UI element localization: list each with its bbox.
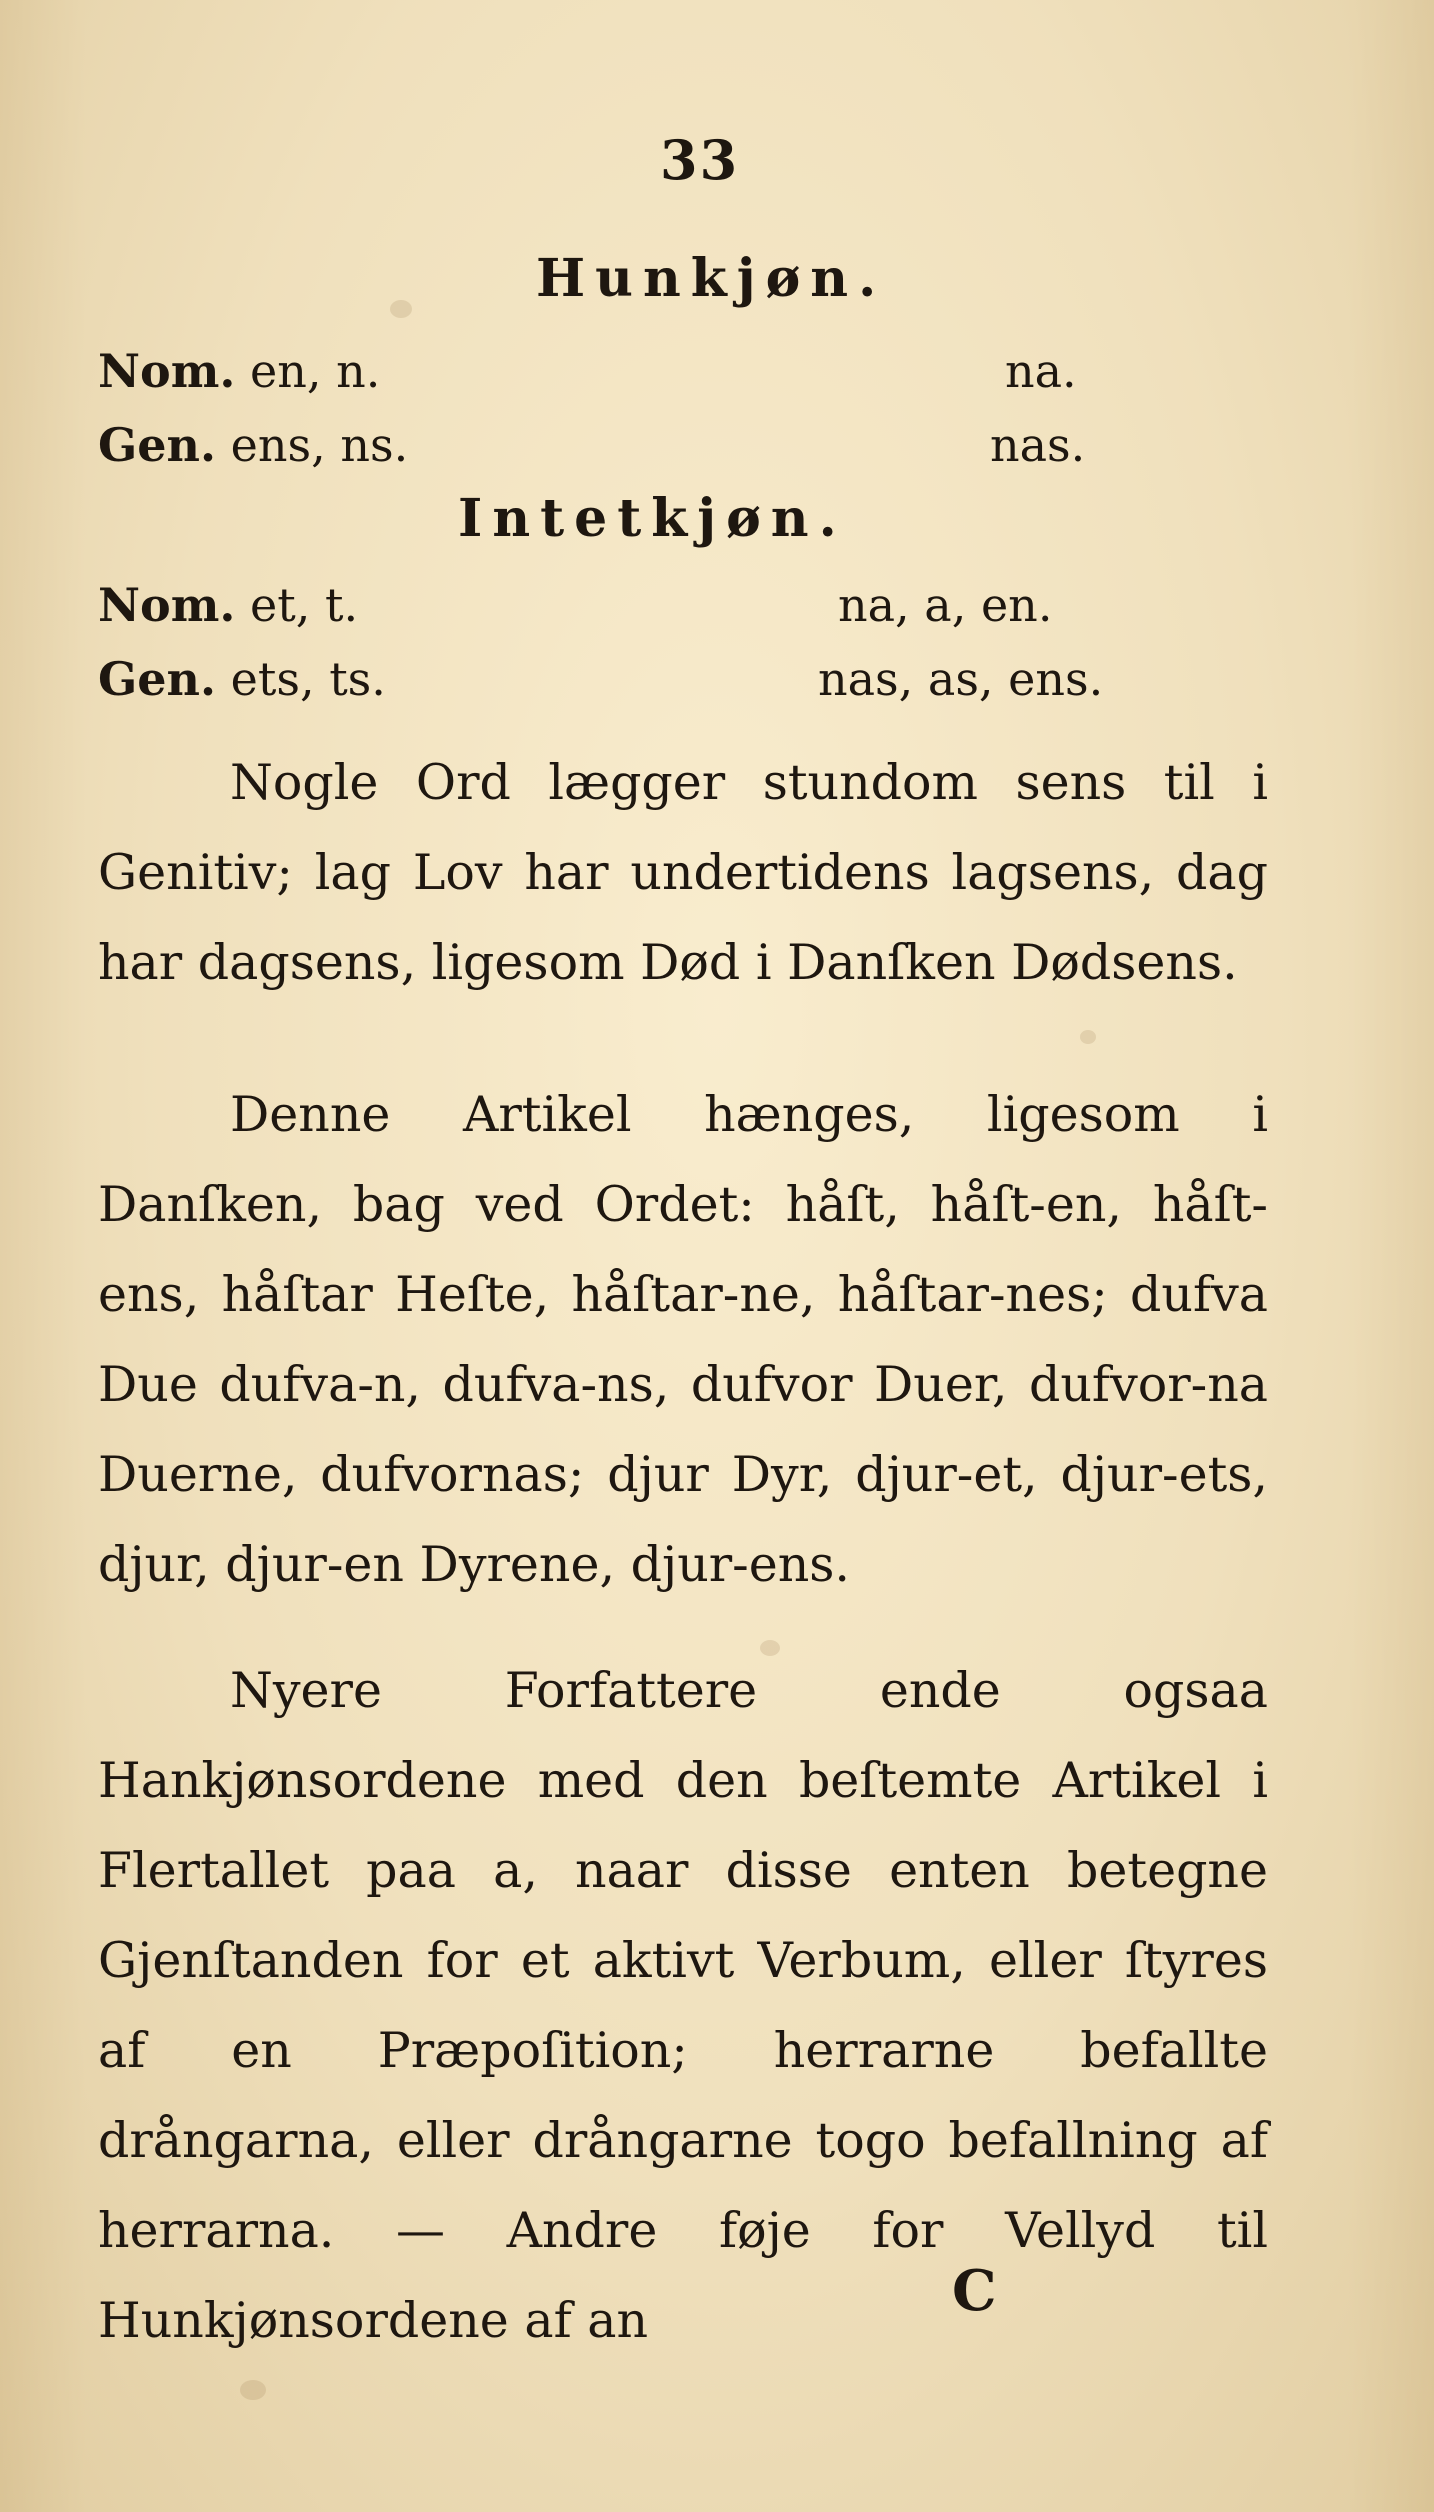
plural-ending: na. [1005,344,1077,398]
case-label: Gen. [98,418,217,472]
paradigm-row [98,344,380,398]
paradigm-row [98,418,408,472]
foxing-spot [240,2380,266,2400]
plural-ending: nas. [990,418,1086,472]
plural-ending: na, a, en. [838,578,1053,632]
singular-ending: ens, ns. [230,418,409,472]
paragraph-plural-article: Nyere Forfattere ende ogsaa Hankjønsordene med den beſtemte Artikel i Flertallet paa a, naar disse enten betegne Gjenſtanden for et aktivt Verbum, eller ſtyres af en Præpoſition; herrarne befallte drångarna, eller drångarne togo befallning af herrarna. — Andre føje for Vellyd til Hunkjønsordene af an [98,1662,1268,2349]
case-label: Nom. [98,578,236,632]
foxing-spot [1080,1030,1096,1044]
signature-mark: C [952,2258,997,2324]
heading-neuter: Intetkjøn. [458,488,847,549]
case-label: Nom. [98,344,236,398]
heading-feminine: Hunkjøn. [536,248,887,309]
paradigm-row [98,578,358,632]
paragraph-genitive: Nogle Ord lægger stundom sens til i Genitiv; lag Lov har undertidens lagsens, dag har dagsens, ligesom Død i Danſken Dødsens. [98,754,1268,991]
case-label: Gen. [98,652,217,706]
singular-ending: ets, ts. [230,652,386,706]
foxing-spot [390,300,412,318]
singular-ending: et, t. [250,578,359,632]
paragraph-article: Denne Artikel hænges, ligesom i Danſken, bag ved Ordet: håſt, håſt-en, håſt-ens, håſtar Heſte, håſtar-ne, håſtar-nes; dufva Due dufva-n, dufva-ns, dufvor Duer, dufvor-na Duerne, dufvornas; djur Dyr, djur-et, djur-ets, djur, djur-en Dyrene, djur-ens. [98,1086,1268,1593]
paradigm-row [98,652,386,706]
page-number: 33 [660,128,740,192]
singular-ending: en, n. [250,344,381,398]
plural-ending: nas, as, ens. [818,652,1104,706]
